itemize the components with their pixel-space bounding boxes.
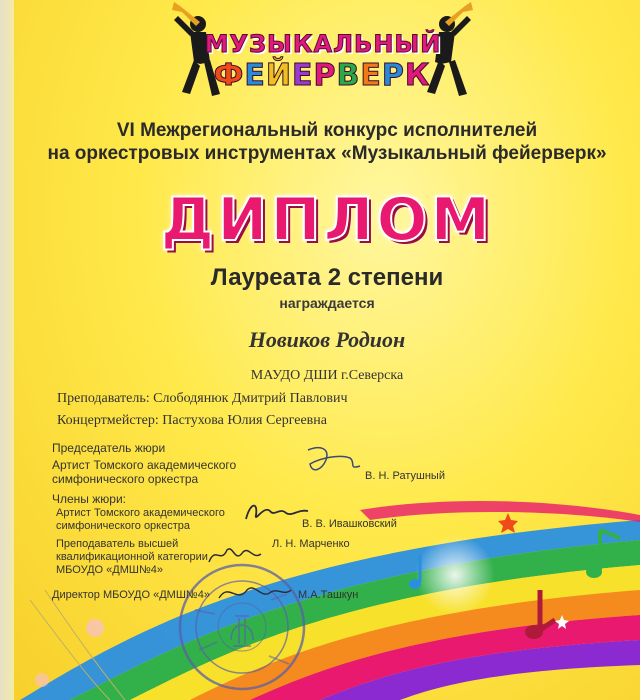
jury-member2-name: Л. Н. Марченко bbox=[272, 538, 350, 550]
logo-text-musical: МУЗЫКАЛЬНЫЙ bbox=[204, 30, 442, 58]
recipient-name: Новиков Родион bbox=[248, 327, 406, 352]
logo-letter: Р bbox=[313, 58, 337, 93]
signature-ratushny-icon bbox=[300, 440, 370, 480]
logo-letter: Р bbox=[381, 58, 405, 93]
director-name: М.А.Ташкун bbox=[298, 589, 359, 601]
diploma-title: ДИПЛОМ bbox=[160, 185, 494, 255]
teacher-line: Преподаватель: Слободянюк Дмитрий Павлович bbox=[57, 391, 348, 406]
awarded-label: награждается bbox=[279, 295, 375, 311]
logo-text-fireworks bbox=[192, 58, 452, 93]
logo-letter: Е bbox=[244, 58, 266, 93]
school-name: МАУДО ДШИ г.Северска bbox=[250, 368, 404, 383]
jury-member1-title: Артист Томского академического симфонического оркестра bbox=[56, 507, 225, 532]
logo-letter: Й bbox=[265, 58, 292, 93]
jury-members-label: Члены жюри: bbox=[52, 492, 126, 506]
signature-tashkun-icon bbox=[215, 578, 295, 608]
festival-logo bbox=[170, 0, 470, 110]
logo-letter: Ф bbox=[213, 58, 245, 93]
competition-title-line2: на оркестровых инструментах «Музыкальный фейерверк» bbox=[47, 143, 607, 164]
competition-title-line1: VI Межрегиональный конкурс исполнителей bbox=[116, 120, 538, 141]
jury-member1-name: В. В. Ивашковский bbox=[302, 518, 397, 530]
signature-marchenko-icon bbox=[205, 540, 265, 570]
logo-letter: Е bbox=[291, 58, 314, 93]
jury-member2-title: Преподаватель высшей квалификационной категории МБОУДО «ДМШ№4» bbox=[56, 538, 208, 576]
director-label: Директор МБОУДО «ДМШ№4» bbox=[52, 589, 210, 601]
accompanist-line: Концертмейстер: Пастухова Юлия Сергеевна bbox=[57, 413, 327, 428]
jury-chair-title: Артист Томского академического симфонического оркестра bbox=[52, 458, 237, 486]
laureate-degree: Лауреата 2 степени bbox=[210, 264, 444, 291]
logo-letter: В bbox=[336, 58, 361, 93]
jury-chair-label: Председатель жюри bbox=[52, 441, 166, 455]
jury-chair-name: В. Н. Ратушный bbox=[365, 470, 445, 482]
logo-letter: К bbox=[404, 58, 431, 93]
logo-letter: Е bbox=[360, 58, 382, 93]
